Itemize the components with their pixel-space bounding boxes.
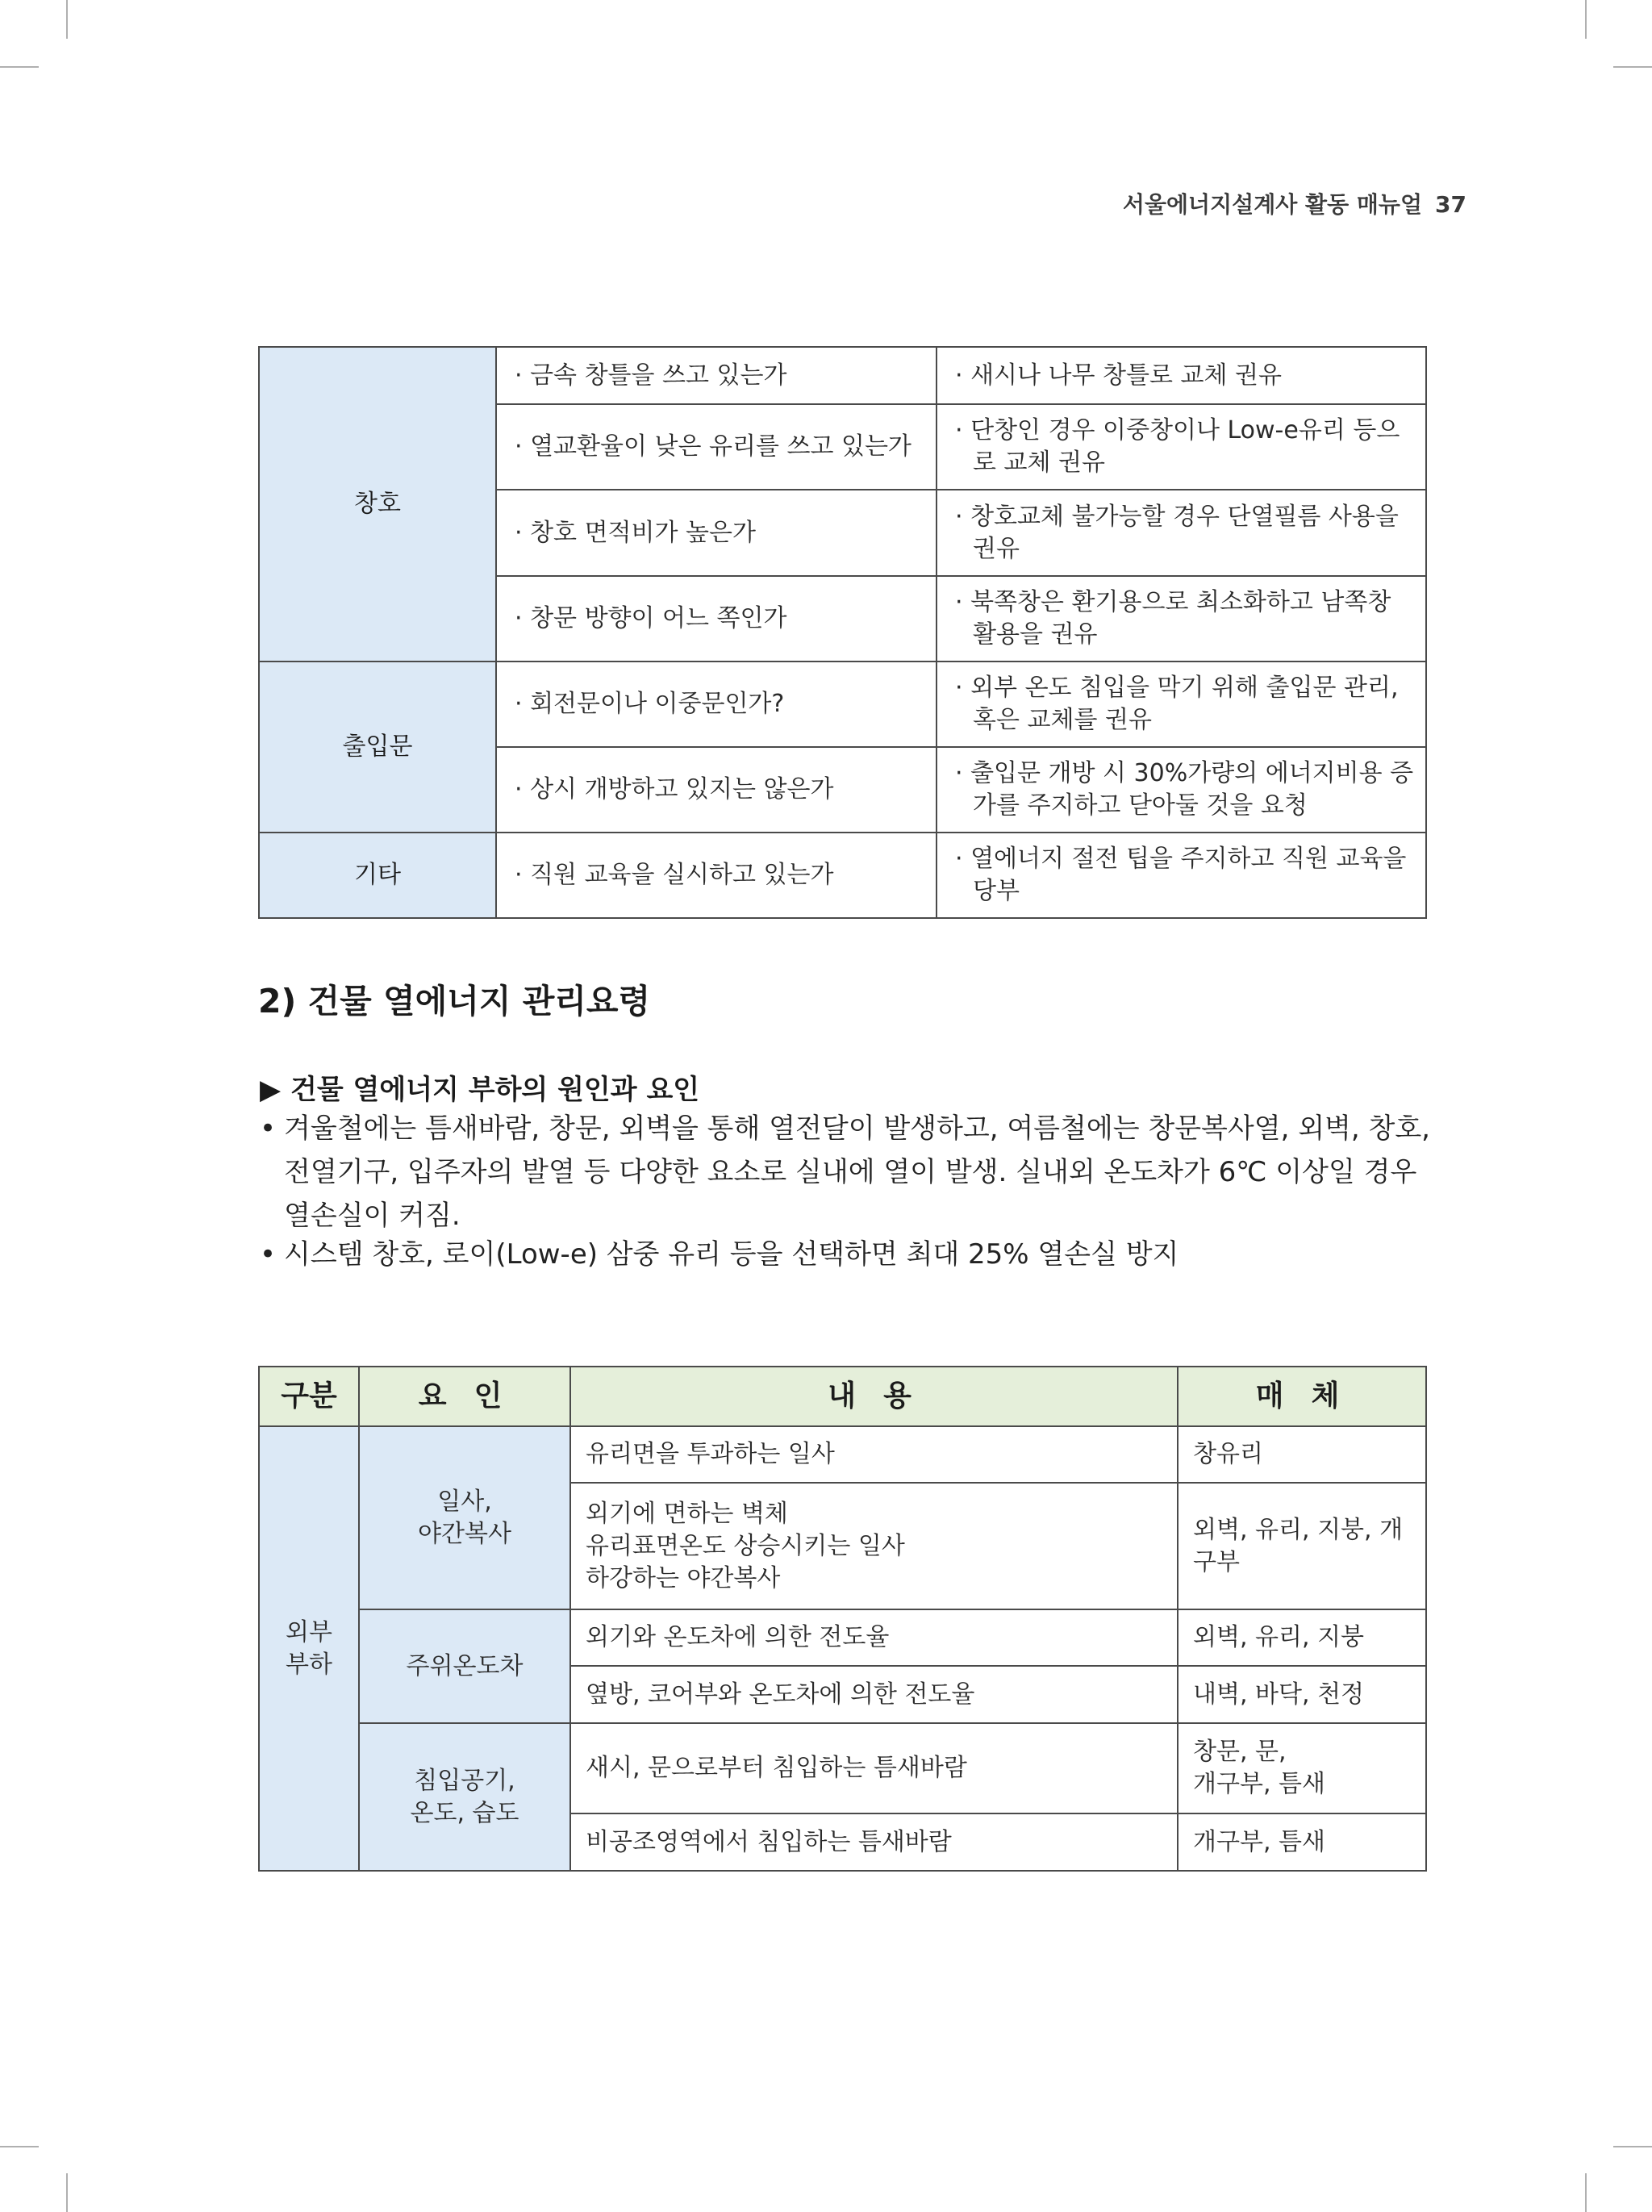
category-entrance: 출입문 (259, 662, 496, 833)
check-item: · 창호 면적비가 높은가 (496, 490, 937, 576)
category-external-load: 외부 부하 (259, 1426, 359, 1871)
factor-temperature-difference: 주위온도차 (359, 1609, 570, 1723)
check-item: · 금속 창틀을 쓰고 있는가 (496, 347, 937, 404)
recommendation: · 열에너지 절전 팁을 주지하고 직원 교육을 당부 (937, 833, 1426, 918)
bullet-item (260, 1233, 1433, 1276)
window-door-check-table (258, 346, 1427, 919)
recommendation: · 북쪽창은 환기용으로 최소화하고 남쪽창 활용을 권유 (937, 576, 1426, 662)
crop-mark (0, 66, 39, 68)
medium-cell: 외벽, 유리, 지붕 (1178, 1609, 1426, 1666)
heat-load-factor-table (258, 1366, 1427, 1872)
category-other: 기타 (259, 833, 496, 918)
check-item: · 회전문이나 이중문인가? (496, 662, 937, 747)
crop-mark (1613, 66, 1652, 68)
recommendation: · 창호교체 불가능할 경우 단열필름 사용을 권유 (937, 490, 1426, 576)
recommendation: · 출입문 개방 시 30%가량의 에너지비용 증가를 주지하고 닫아둘 것을 요청 (937, 747, 1426, 833)
crop-mark (66, 2173, 68, 2212)
content-cell: 옆방, 코어부와 온도차에 의한 전도율 (570, 1666, 1178, 1723)
bullet-text: 시스템 창호, 로이(Low-e) 삼중 유리 등을 선택하면 최대 25% 열손실 방지 (284, 1238, 1179, 1271)
header-content: 내 용 (570, 1367, 1178, 1426)
bullet-dot: • (260, 1238, 277, 1271)
crop-mark (1585, 2173, 1587, 2212)
medium-cell: 내벽, 바닥, 천정 (1178, 1666, 1426, 1723)
page-number: 37 (1435, 191, 1466, 218)
bullet-text: 겨울철에는 틈새바람, 창문, 외벽을 통해 열전달이 발생하고, 여름철에는 창문복사열, 외벽, 창호, 전열기구, 입주자의 발열 등 다양한 요소로 실내에 열이 발생. 실내외 온도차가 6℃ 이상일 경우 열손실이 커짐. (284, 1112, 1430, 1232)
recommendation: · 단창인 경우 이중창이나 Low-e유리 등으로 교체 권유 (937, 404, 1426, 490)
content-cell: 비공조영역에서 침입하는 틈새바람 (570, 1813, 1178, 1871)
subheading: ▶ 건물 열에너지 부하의 원인과 요인 (260, 1074, 700, 1106)
bullet-item (260, 1107, 1433, 1237)
factor-infiltration: 침입공기, 온도, 습도 (359, 1723, 570, 1871)
content-cell: 새시, 문으로부터 침입하는 틈새바람 (570, 1723, 1178, 1813)
running-header (1123, 187, 1466, 219)
header-factor: 요 인 (359, 1367, 570, 1426)
header-division: 구분 (259, 1367, 359, 1426)
crop-mark (1613, 2146, 1652, 2147)
bullet-dot: • (260, 1112, 277, 1145)
crop-mark (0, 2146, 39, 2147)
factor-solar: 일사, 야간복사 (359, 1426, 570, 1609)
recommendation: · 외부 온도 침입을 막기 위해 출입문 관리, 혹은 교체를 권유 (937, 662, 1426, 747)
check-item: · 상시 개방하고 있지는 않은가 (496, 747, 937, 833)
recommendation: · 새시나 나무 창틀로 교체 권유 (937, 347, 1426, 404)
section-title: 2) 건물 열에너지 관리요령 (258, 982, 651, 1020)
medium-cell: 외벽, 유리, 지붕, 개구부 (1178, 1483, 1426, 1609)
medium-cell: 개구부, 틈새 (1178, 1813, 1426, 1871)
crop-mark (1585, 0, 1587, 39)
medium-cell: 창문, 문, 개구부, 틈새 (1178, 1723, 1426, 1813)
content-cell: 유리면을 투과하는 일사 (570, 1426, 1178, 1483)
check-item: · 창문 방향이 어느 쪽인가 (496, 576, 937, 662)
medium-cell: 창유리 (1178, 1426, 1426, 1483)
check-item: · 열교환율이 낮은 유리를 쓰고 있는가 (496, 404, 937, 490)
check-item: · 직원 교육을 실시하고 있는가 (496, 833, 937, 918)
content-cell: 외기에 면하는 벽체 유리표면온도 상승시키는 일사 하강하는 야간복사 (570, 1483, 1178, 1609)
content-cell: 외기와 온도차에 의한 전도율 (570, 1609, 1178, 1666)
crop-mark (66, 0, 68, 39)
manual-title: 서울에너지설계사 활동 매뉴얼 (1122, 191, 1423, 218)
header-medium: 매 체 (1178, 1367, 1426, 1426)
category-window: 창호 (259, 347, 496, 662)
